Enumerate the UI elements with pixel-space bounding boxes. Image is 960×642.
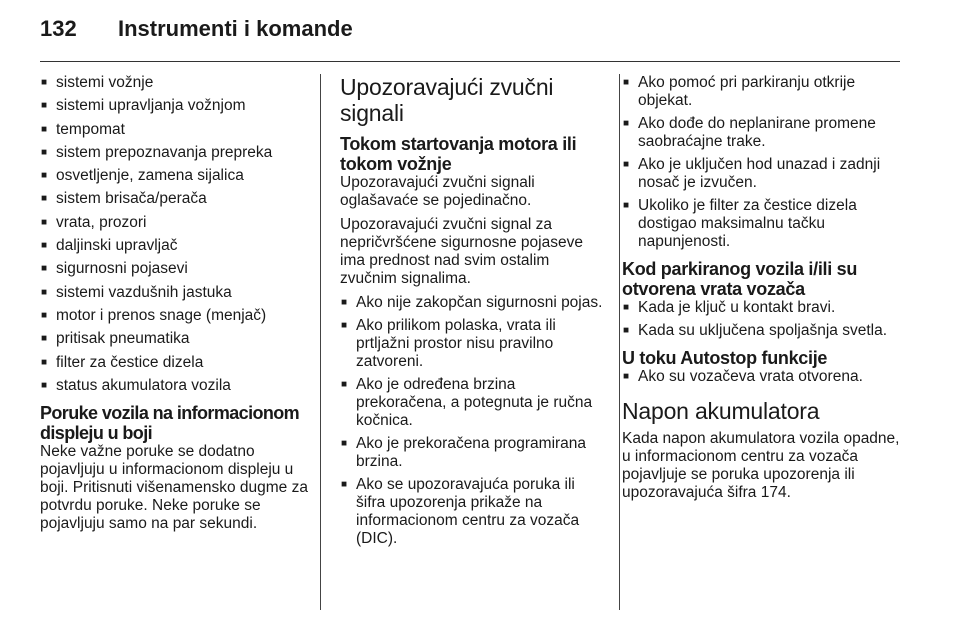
list-item: ■ Kada je ključ u kontakt bravi. <box>622 299 904 317</box>
page-title: Instrumenti i komande <box>118 16 353 41</box>
section-heading-parked: Kod parkiranog vozila i/ili su otvorena vrata vozača <box>622 259 858 299</box>
column-left <box>40 74 312 539</box>
list-item: ■ Ako nije zakopčan sigurnosni pojas. <box>340 294 605 312</box>
list-item: ■ sistem brisača/perača <box>40 190 312 208</box>
list-item: ■ Ukoliko je filter za čestice dizela dostigao maksimalnu tačku napunjenosti. <box>622 197 904 251</box>
parked-conditions-list <box>622 299 904 340</box>
column-middle <box>340 74 605 553</box>
list-item: ■ motor i prenos snage (menjač) <box>40 307 312 325</box>
list-item: ■ Ako prilikom polaska, vrata ili prtljažni prostor nisu pravilno zatvoreni. <box>340 317 605 371</box>
column-divider-1 <box>320 74 321 610</box>
list-item: ■ filter za čestice dizela <box>40 354 312 372</box>
list-item: ■ Ako je određena brzina prekoračena, a potegnuta je ručna kočnica. <box>340 376 605 430</box>
list-item: ■ Ako pomoć pri parkiranju otkrije objekat. <box>622 74 904 110</box>
list-item: ■ Ako je uključen hod unazad i zadnji nosač je izvučen. <box>622 156 904 192</box>
chime-conditions-list-continued <box>622 74 904 251</box>
page-number: 132 <box>40 16 77 41</box>
list-item: ■ sistemi vožnje <box>40 74 312 92</box>
list-item: ■ sistemi upravljanja vožnjom <box>40 97 312 115</box>
list-item: ■ sistemi vazdušnih jastuka <box>40 284 312 302</box>
list-item: ■ Ako je prekoračena programirana brzina. <box>340 435 605 471</box>
battery-paragraph: Kada napon akumulatora vozila opadne, u informacionom centru za vozača pojavljuje se poruka upozorenja ili upozoravajuća šifra 174. <box>622 430 900 501</box>
chime-conditions-list <box>340 294 605 548</box>
section-title-warning-chimes: Upozoravajući zvučni signali <box>340 74 554 126</box>
section-heading-autostop: U toku Autostop funkcije <box>622 348 828 368</box>
section-heading-display: Poruke vozila na informacionom displeju u boji <box>40 402 300 443</box>
list-item: ■ sistem prepoznavanja prepreka <box>40 144 312 162</box>
section-heading-engine-start: Tokom startovanja motora ili tokom vožnje <box>340 134 577 174</box>
list-item: ■ Kada su uključena spoljašnja svetla. <box>622 322 904 340</box>
display-paragraph: Neke važne poruke se dodatno pojavljuju u informacionom displeju u boji. Pritisnuti višenamensko dugme za potvrdu poruke. Neke poruke se pojavljuju samo na par sekundi. <box>40 442 308 532</box>
list-item: ■ pritisak pneumatika <box>40 330 312 348</box>
chimes-paragraph-2: Upozoravajući zvučni signal za nepričvršćene sigurnosne pojaseve ima prednost nad svim ostalim zvučnim signalima. <box>340 216 583 287</box>
list-item: ■ daljinski upravljač <box>40 237 312 255</box>
list-item: ■ tempomat <box>40 121 312 139</box>
list-item: ■ status akumulatora vozila <box>40 377 312 395</box>
list-item: ■ osvetljenje, zamena sijalica <box>40 167 312 185</box>
autostop-conditions-list <box>622 368 904 386</box>
list-item: ■ sigurnosni pojasevi <box>40 260 312 278</box>
header-divider <box>40 61 900 62</box>
list-item: ■ vrata, prozori <box>40 214 312 232</box>
column-right <box>622 74 904 508</box>
section-title-battery-voltage: Napon akumulatora <box>622 398 820 424</box>
system-list <box>40 74 312 395</box>
list-item: ■ Ako su vozačeva vrata otvorena. <box>622 368 904 386</box>
list-item: ■ Ako se upozoravajuća poruka ili šifra upozorenja prikaže na informacionom centru za vozača (DIC). <box>340 476 605 548</box>
list-item: ■ Ako dođe do neplanirane promene saobraćajne trake. <box>622 115 904 151</box>
chimes-paragraph-1: Upozoravajući zvučni signali oglašavaće se pojedinačno. <box>340 174 535 209</box>
column-divider-2 <box>619 74 620 610</box>
